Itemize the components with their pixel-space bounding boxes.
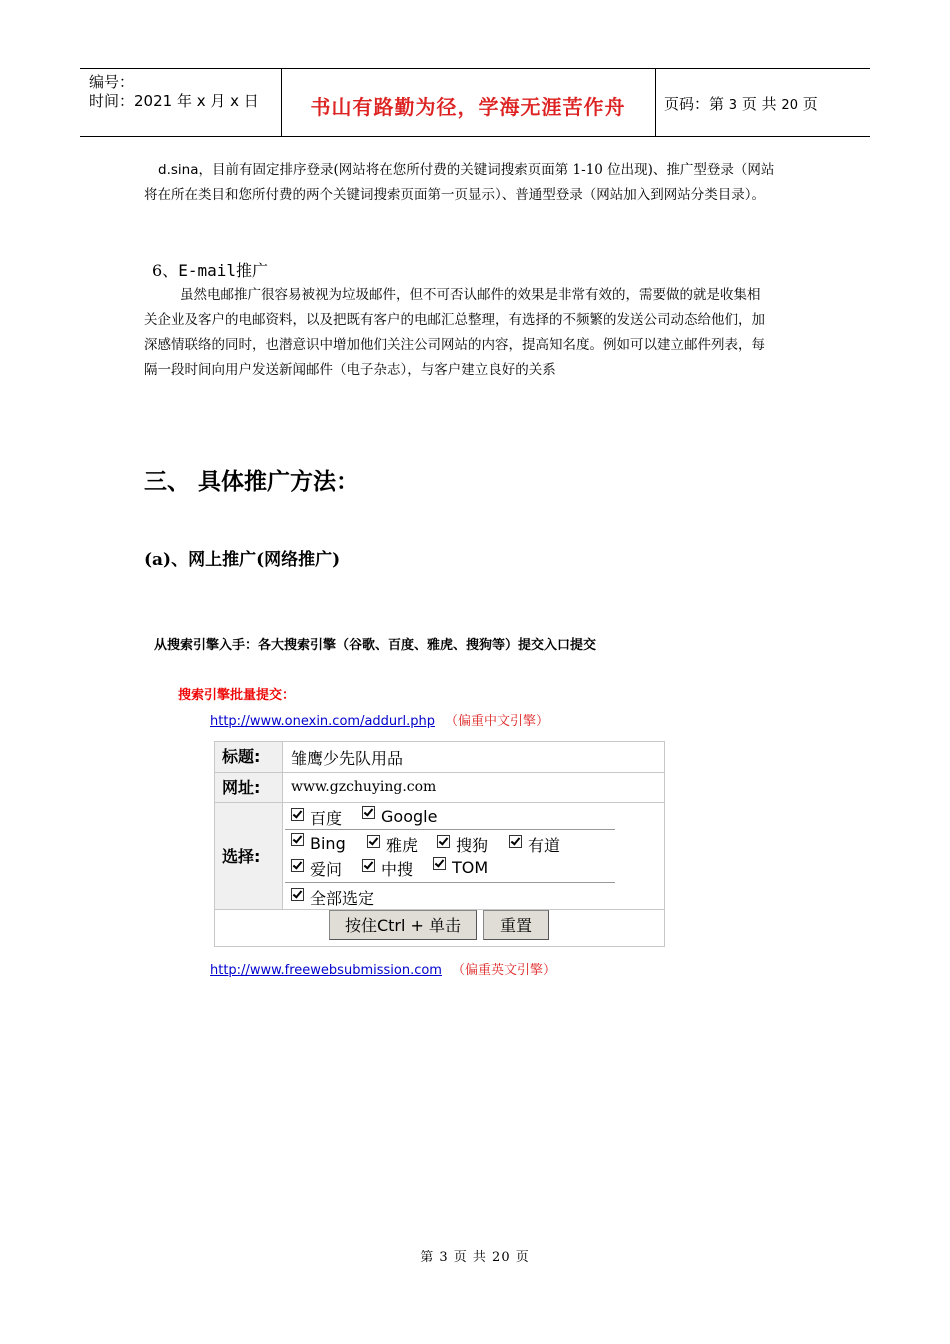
reset-button[interactable]: 重置 (483, 910, 549, 940)
section-d-line1: ，目前有固定排序登录(网站将在您所付费的关键词搜索页面第 1-10 位出现)、推广型登录（网站 (198, 162, 775, 178)
section-a-heading: (a)、网上推广(网络推广) (144, 550, 341, 570)
header-motto: 书山有路勤为径，学海无涯苦作舟 (310, 95, 626, 119)
batch-submit-label: 搜索引擎批量提交： (178, 688, 296, 703)
url-label: 网址: (215, 773, 283, 802)
freewebsubmission-note: （偏重英文引擎） (451, 963, 556, 978)
checkbox-yahoo[interactable] (367, 833, 418, 856)
header-divider (655, 69, 656, 136)
page-suffix: 页 (802, 95, 818, 113)
title-field[interactable]: 雏鹰少先队用品 (291, 749, 404, 768)
page-prefix: 页码：第 (664, 95, 725, 113)
checkbox-label: 爱问 (310, 860, 343, 879)
url-field[interactable]: www.gzchuying.com (291, 779, 437, 795)
page-current: 3 (728, 98, 738, 113)
checkbox-sogou[interactable] (437, 833, 488, 856)
checkbox-tom[interactable] (433, 857, 488, 877)
checkbox-check-icon (291, 888, 304, 901)
checkbox-label: TOM (452, 858, 489, 877)
page-header (80, 68, 870, 137)
link-row-freewebsubmission (210, 959, 556, 978)
page-footer: 第 3 页 共 20 页 (420, 1250, 530, 1265)
checkbox-check-icon (367, 835, 380, 848)
onexin-link[interactable]: http://www.onexin.com/addurl.php (210, 714, 435, 729)
link-row-onexin (210, 710, 549, 729)
checkbox-youdao[interactable] (509, 833, 560, 856)
checkbox-check-icon (362, 859, 375, 872)
section-6-line: 深感情联络的同时，也潜意识中增加他们关注公司网站的内容，提高知名度。例如可以建立邮件列表，每 (144, 337, 765, 353)
section-a-intro: 从搜索引擎入手：各大搜索引擎（谷歌、百度、雅虎、搜狗等）提交入口提交 (154, 638, 597, 653)
checkbox-label: Bing (310, 834, 346, 853)
checkbox-label: 中搜 (381, 860, 414, 879)
section-d-lead: d.sina (158, 162, 199, 178)
freewebsubmission-link[interactable]: http://www.freewebsubmission.com (210, 963, 442, 978)
submit-button[interactable]: 按住Ctrl + 单击 (329, 910, 477, 940)
header-page-info (664, 93, 818, 114)
checkbox-label: 有道 (528, 836, 561, 855)
search-submit-form (214, 741, 665, 947)
checkbox-check-icon (291, 833, 304, 846)
checkbox-group-divider (285, 829, 615, 830)
section-6-term: E-mail (178, 261, 236, 280)
checkbox-zhongsou[interactable] (362, 857, 413, 880)
checkbox-baidu[interactable] (291, 806, 342, 829)
checkbox-label: 百度 (310, 809, 343, 828)
header-time: 时间：2021 年 x 月 x 日 (89, 92, 259, 110)
page-total: 20 (781, 98, 798, 113)
section-6-paragraph (144, 283, 816, 383)
header-meta (89, 73, 259, 111)
section-6-line: 关企业及客户的电邮资料，以及把既有客户的电邮汇总整理，有选择的不频繁的发送公司动态给他们，加 (144, 312, 765, 328)
section-6-line: 隔一段时间向用户发送新闻邮件（电子杂志），与客户建立良好的关系 (144, 362, 556, 378)
checkbox-check-icon (433, 857, 446, 870)
checkbox-group-divider (285, 882, 615, 883)
section-6-title: 推广 (235, 261, 268, 280)
checkbox-label: Google (381, 807, 438, 826)
checkbox-select-all[interactable] (291, 886, 374, 909)
page-mid: 页 共 (741, 95, 777, 113)
select-label: 选择: (215, 803, 283, 910)
checkbox-bing[interactable] (291, 833, 346, 853)
checkbox-iask[interactable] (291, 857, 342, 880)
checkbox-label: 搜狗 (456, 836, 489, 855)
section-6-heading (152, 258, 268, 281)
checkbox-check-icon (509, 835, 522, 848)
section-6-line: 虽然电邮推广很容易被视为垃圾邮件，但不可否认邮件的效果是非常有效的，需要做的就是收集相 (180, 287, 761, 303)
checkbox-google[interactable] (362, 806, 437, 826)
checkbox-check-icon (437, 835, 450, 848)
checkbox-label: 雅虎 (386, 836, 419, 855)
checkbox-check-icon (291, 859, 304, 872)
checkbox-check-icon (291, 808, 304, 821)
section-d-line2: 将在所在类目和您所付费的两个关键词搜索页面第一页显示）、普通型登录（网站加入到网站分类目录）。 (144, 187, 765, 203)
section-3-heading: 三、 具体推广方法： (144, 469, 360, 495)
checkbox-label: 全部选定 (310, 889, 375, 908)
title-label: 标题: (215, 742, 283, 772)
header-number: 编号： (89, 73, 135, 91)
onexin-note: （偏重中文引擎） (445, 714, 550, 729)
section-d-paragraph (144, 158, 816, 208)
checkbox-check-icon (362, 806, 375, 819)
section-6-number: 6、 (152, 261, 179, 280)
